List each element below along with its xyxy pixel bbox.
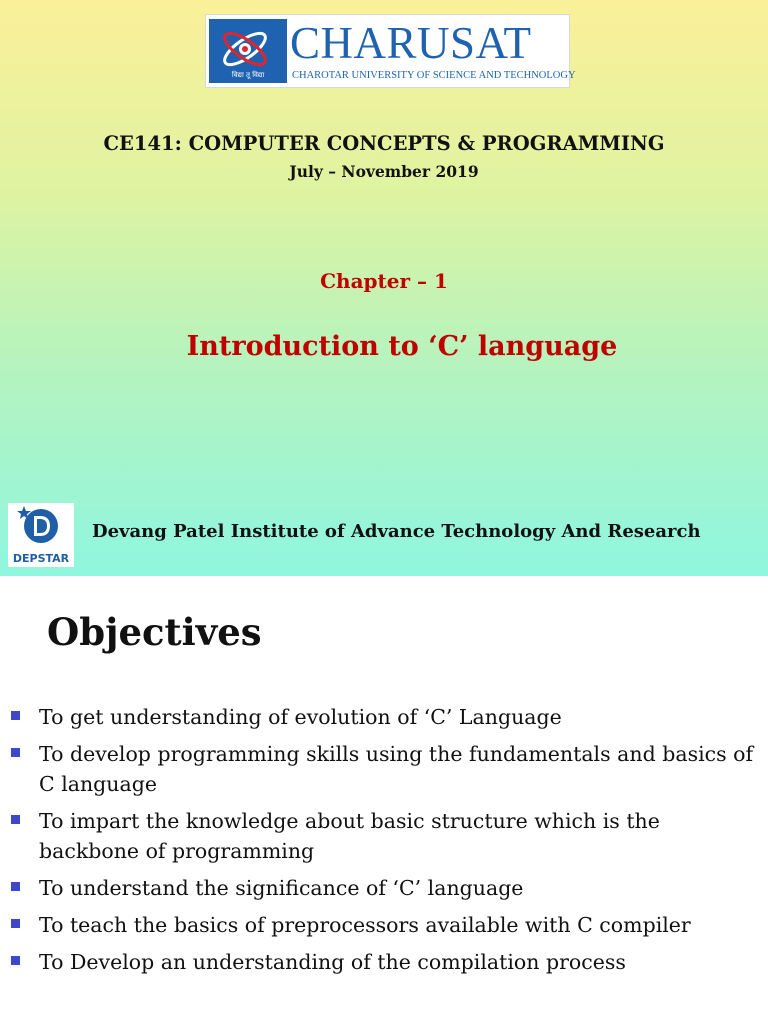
depstar-label: DEPSTAR	[12, 552, 70, 565]
chapter-title: Introduction to ‘C’ language	[186, 331, 618, 362]
objective-item	[0, 873, 768, 903]
objective-text: To develop programming skills using the fundamentals and basics of C language	[39, 742, 754, 796]
depstar-logo-icon	[8, 503, 74, 567]
objectives-slide	[0, 576, 768, 1024]
objective-text: To impart the knowledge about basic structure which is the backbone of programming	[39, 809, 660, 863]
square-bullet-icon	[11, 815, 20, 824]
charusat-emblem-icon	[209, 19, 287, 83]
charusat-logo	[205, 14, 576, 88]
square-bullet-icon	[11, 956, 20, 965]
square-bullet-icon	[11, 919, 20, 928]
objective-text: To teach the basics of preprocessors available with C compiler	[39, 913, 691, 937]
square-bullet-icon	[11, 748, 20, 757]
square-bullet-icon	[11, 711, 20, 720]
chapter-number: Chapter – 1	[320, 269, 448, 293]
institute-name: Devang Patel Institute of Advance Technology And Research	[92, 521, 701, 542]
objective-text: To get understanding of evolution of ‘C’ Language	[39, 705, 562, 729]
course-title: CE141: COMPUTER CONCEPTS & PROGRAMMING	[103, 132, 665, 155]
objective-text: To understand the significance of ‘C’ language	[39, 876, 524, 900]
objectives-list	[0, 702, 768, 984]
objective-item	[0, 739, 768, 799]
logo-motto: विद्या तू विद्या	[231, 71, 265, 79]
semester-dates: July – November 2019	[289, 162, 479, 181]
logo-tagline: CHAROTAR UNIVERSITY OF SCIENCE AND TECHNOLOGY	[292, 70, 576, 81]
objective-item	[0, 947, 768, 977]
objective-text: To Develop an understanding of the compilation process	[39, 950, 626, 974]
logo-name: CHARUSAT	[290, 18, 532, 68]
objective-item	[0, 702, 768, 732]
square-bullet-icon	[11, 882, 20, 891]
objectives-heading: Objectives	[47, 610, 262, 654]
objective-item	[0, 910, 768, 940]
objective-item	[0, 806, 768, 866]
